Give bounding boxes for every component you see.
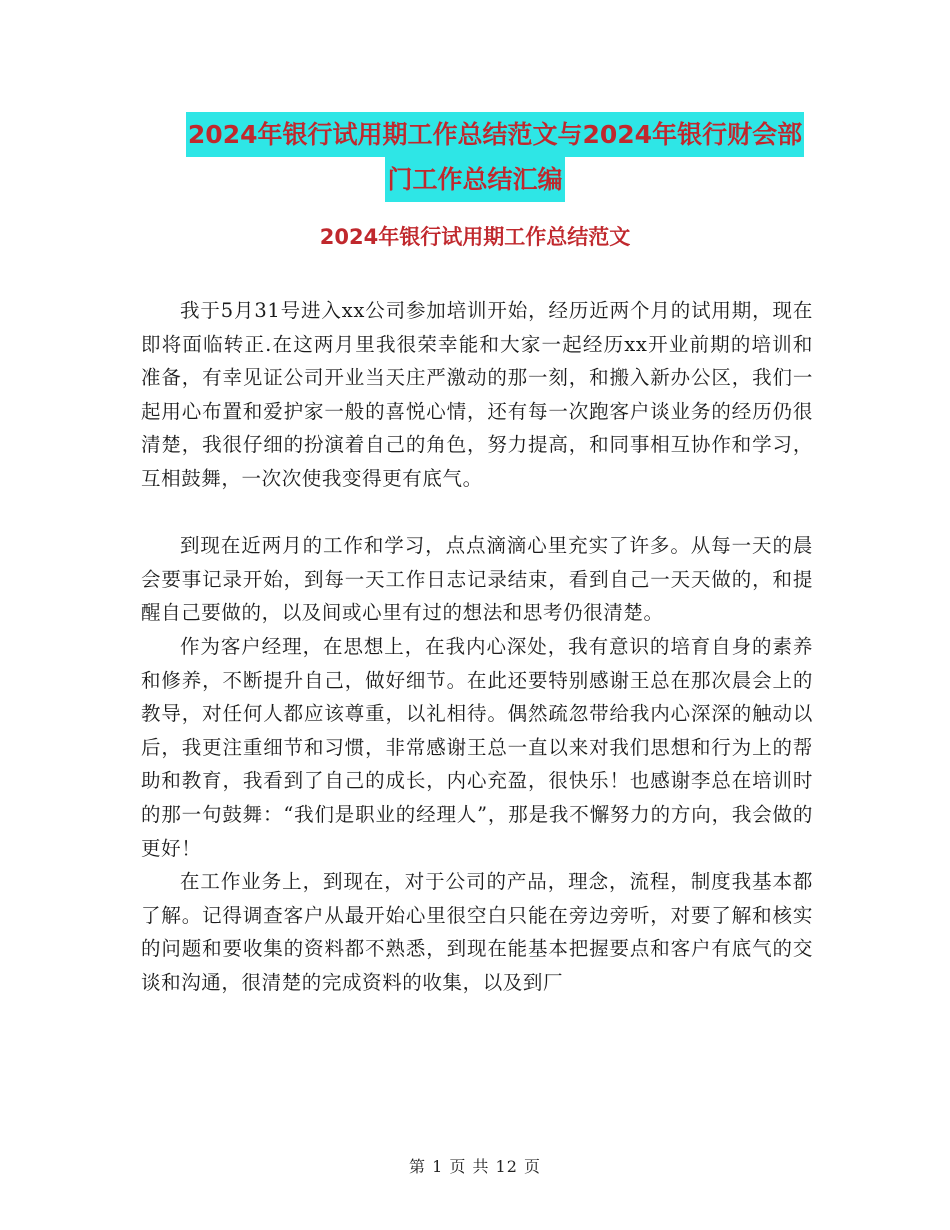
paragraph-1: 我于5月31号进入xx公司参加培训开始，经历近两个月的试用期，现在即将面临转正.在这两月里我很荣幸能和大家一起经历xx开业前期的培训和准备，有幸见证公司开业当天庄严激动的那一刻，和搬入新办公区，我们一起用心布置和爱护家一般的喜悦心情，还有每一次跑客户谈业务的经历仍很清楚，我很仔细的扮演着自己的角色，努力提高，和同事相互协作和学习，互相鼓舞，一次次使我变得更有底气。: [141, 299, 813, 490]
paragraph-4: 在工作业务上，到现在，对于公司的产品，理念，流程，制度我基本都了解。记得调查客户从最开始心里很空白只能在旁边旁听，对要了解和核实的问题和要收集的资料都不熟悉，到现在能基本把握要点和客户有底气的交谈和沟通，很清楚的完成资料的收集，以及到厂: [141, 870, 813, 994]
document-title: [0, 112, 950, 202]
paragraph-3: 作为客户经理，在思想上，在我内心深处，我有意识的培育自身的素养和修养，不断提升自己，做好细节。在此还要特别感谢王总在那次晨会上的教导，对任何人都应该尊重，以礼相待。偶然疏忽带给我内心深深的触动以后，我更注重细节和习惯，非常感谢王总一直以来对我们思想和行为上的帮助和教育，我看到了自己的成长，内心充盈，很快乐！也感谢李总在培训时的那一句鼓舞：“我们是职业的经理人”，那是我不懈努力的方向，我会做的更好！: [141, 634, 813, 860]
document-body: [141, 294, 813, 999]
document-title-line-2: 门工作总结汇编: [385, 157, 564, 202]
section-title: 2024年银行试用期工作总结范文: [319, 225, 631, 249]
paragraph-2: 到现在近两月的工作和学习，点点滴滴心里充实了许多。从每一天的晨会要事记录开始，到每一天工作日志记录结束，看到自己一天天做的，和提醒自己要做的，以及间或心里有过的想法和思考仍很清楚。: [141, 534, 813, 625]
document-title-line-1: 2024年银行试用期工作总结范文与2024年银行财会部: [186, 112, 804, 157]
page-footer: 第 1 页 共 12 页: [409, 1157, 541, 1176]
